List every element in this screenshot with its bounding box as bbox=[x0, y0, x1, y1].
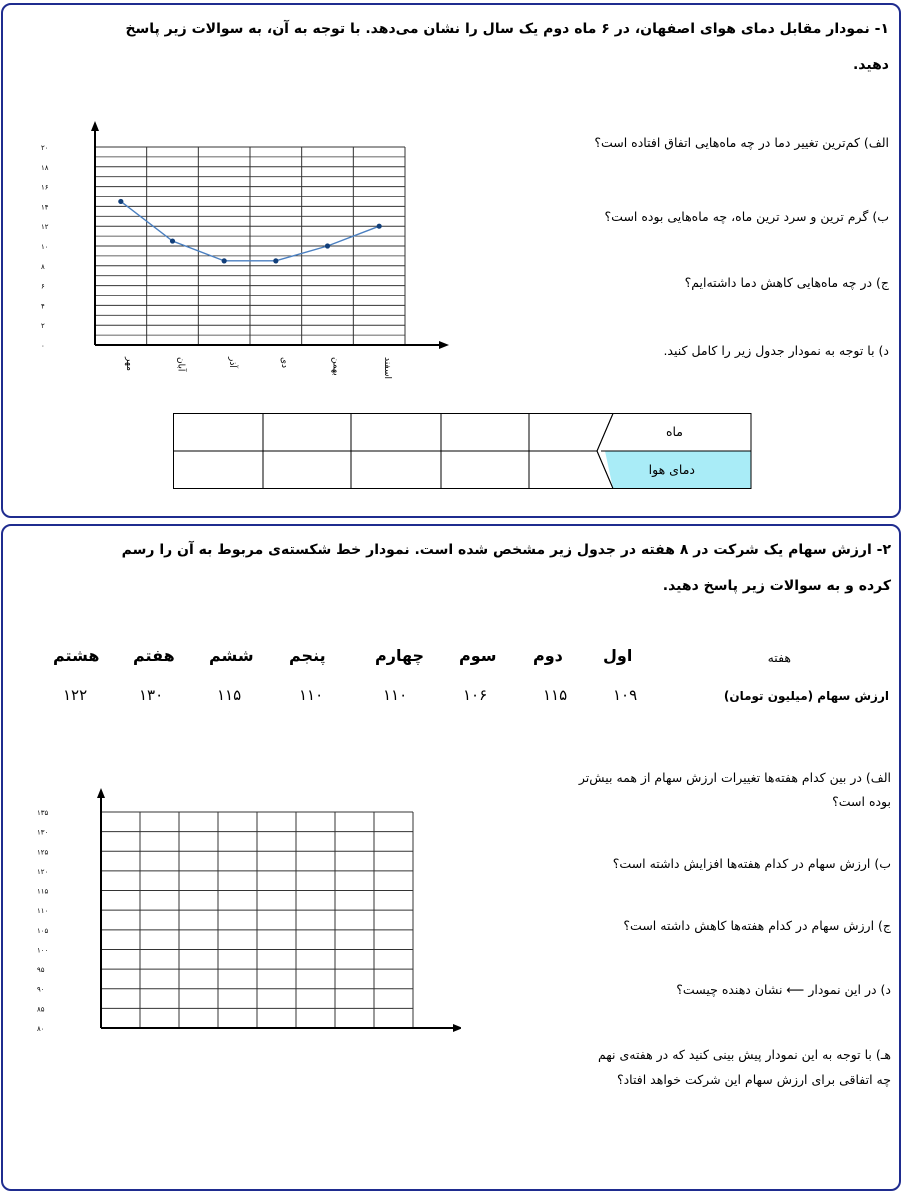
q2-question-a-line1: الف) در بین کدام هفته‌ها تغییرات ارزش سهام از همه بیش‌تر bbox=[578, 770, 891, 785]
y-tick-label: ۱۴ bbox=[41, 203, 49, 212]
q1-question-c: ج) در چه ماه‌هایی کاهش دما داشته‌ایم؟ bbox=[684, 275, 889, 290]
week-label-5: پنجم bbox=[289, 646, 326, 665]
stock-value-8: ۱۲۲ bbox=[63, 686, 88, 704]
temperature-chart bbox=[33, 117, 453, 407]
q1-question-b: ب) گرم ترین و سرد ترین ماه، چه ماه‌هایی بوده است؟ bbox=[604, 209, 889, 224]
temperature-point bbox=[222, 258, 227, 263]
y-tick-label: ۱۳۰ bbox=[37, 828, 49, 837]
temperature-point bbox=[325, 243, 330, 248]
week-label-6: ششم bbox=[209, 646, 254, 665]
x-axis-arrow bbox=[439, 341, 449, 349]
q1-question-a: الف) کم‌ترین تغییر دما در چه ماه‌هایی اتفاق افتاده است؟ bbox=[594, 135, 889, 150]
q2-heading-line2: کرده و به سوالات زیر پاسخ دهید. bbox=[662, 578, 891, 594]
week-label-8: هشتم bbox=[53, 646, 100, 665]
temperature-point bbox=[118, 199, 123, 204]
stock-value-3: ۱۰۶ bbox=[463, 686, 488, 704]
y-tick-label: ۱۰۵ bbox=[37, 926, 49, 935]
stock-table-week-label: هفته bbox=[767, 650, 791, 665]
temperature-point bbox=[273, 258, 278, 263]
chart-grid bbox=[101, 812, 413, 1028]
stock-value-4: ۱۱۰ bbox=[383, 686, 408, 704]
stock-table-value-label: ارزش سهام (میلیون تومان) bbox=[723, 689, 889, 703]
q2-question-c: ج) ارزش سهام در کدام هفته‌ها کاهش داشته است؟ bbox=[623, 918, 891, 933]
x-tick-label: آذر bbox=[227, 357, 238, 368]
q1-question-d: د) با توجه به نمودار جدول زیر را کامل کنید. bbox=[663, 343, 889, 358]
x-tick-labels bbox=[124, 356, 392, 379]
y-tick-label: ۶ bbox=[41, 282, 45, 291]
q2-question-e-line1: هـ) با توجه به این نمودار پیش بینی کنید که در هفته‌ی نهم bbox=[597, 1047, 891, 1062]
stock-value-6: ۱۱۵ bbox=[217, 686, 242, 704]
x-tick-label: آبان bbox=[175, 357, 186, 372]
table-label-month: ماه bbox=[665, 424, 683, 439]
y-tick-label: ۱۰۰ bbox=[37, 946, 49, 955]
y-tick-label: ۲ bbox=[41, 322, 45, 331]
q2-question-a-line2: بوده است؟ bbox=[832, 794, 891, 809]
y-tick-label: ۹۵ bbox=[37, 966, 45, 975]
y-tick-label: ۹۰ bbox=[37, 985, 45, 994]
stock-chart bbox=[31, 788, 461, 1044]
temperature-point bbox=[377, 224, 382, 229]
x-axis-arrow bbox=[453, 1024, 461, 1032]
stock-value-5: ۱۱۰ bbox=[299, 686, 324, 704]
y-tick-label: ۱۸ bbox=[41, 163, 49, 172]
y-tick-labels bbox=[37, 809, 49, 1033]
week-label-7: هفتم bbox=[133, 646, 175, 665]
x-tick-label: اسفند bbox=[382, 357, 393, 380]
y-axis-arrow bbox=[97, 788, 105, 798]
y-tick-label: ۰ bbox=[41, 342, 45, 350]
q2-question-e-line2: چه اتفاقی برای ارزش سهام این شرکت خواهد افتاد؟ bbox=[616, 1072, 891, 1087]
y-axis-arrow bbox=[91, 121, 99, 131]
chart-grid bbox=[95, 147, 405, 345]
y-tick-label: ۲۰ bbox=[41, 144, 49, 152]
q1-fill-table bbox=[173, 413, 753, 489]
q2-heading-line1: ۲- ارزش سهام یک شرکت در ۸ هفته در جدول زیر مشخص شده است. نمودار خط شکسته‌ی مربوط به آن را رسم bbox=[121, 542, 891, 558]
question-2-panel bbox=[1, 524, 901, 1191]
week-label-3: سوم bbox=[459, 646, 497, 665]
y-tick-label: ۱۰ bbox=[41, 243, 49, 251]
q2-question-b: ب) ارزش سهام در کدام هفته‌ها افزایش داشته است؟ bbox=[612, 856, 891, 871]
week-label-2: دوم bbox=[533, 646, 563, 665]
stock-value-1: ۱۰۹ bbox=[613, 686, 638, 704]
y-tick-label: ۸ bbox=[41, 262, 45, 271]
y-tick-label: ۱۲ bbox=[41, 223, 49, 232]
y-tick-label: ۱۳۵ bbox=[37, 809, 49, 817]
x-tick-label: بهمن bbox=[330, 357, 341, 376]
q2-question-d: د) در این نمودار ⟵ نشان دهنده چیست؟ bbox=[676, 982, 891, 997]
y-tick-label: ۱۲۵ bbox=[37, 848, 49, 857]
stock-value-7: ۱۳۰ bbox=[139, 686, 164, 704]
y-tick-label: ۸۰ bbox=[37, 1025, 45, 1033]
y-tick-label: ۱۲۰ bbox=[37, 867, 49, 876]
table-label-temperature: دمای هوا bbox=[648, 462, 695, 477]
y-tick-labels bbox=[41, 144, 49, 350]
q1-heading-line1: ۱- نمودار مقابل دمای هوای اصفهان، در ۶ ماه دوم یک سال را نشان می‌دهد. با توجه به آن، به سوالات زیر پاسخ bbox=[125, 21, 889, 37]
x-tick-label: دی bbox=[278, 357, 289, 369]
chart-axes bbox=[91, 121, 449, 349]
week-label-1: اول bbox=[603, 646, 633, 665]
question-1-panel bbox=[1, 3, 901, 518]
y-tick-label: ۱۱۰ bbox=[37, 907, 49, 916]
x-tick-label: مهر bbox=[123, 357, 134, 371]
q1-heading-line2: دهید. bbox=[852, 57, 889, 73]
y-tick-label: ۴ bbox=[41, 302, 45, 311]
y-tick-label: ۱۶ bbox=[41, 183, 49, 192]
y-tick-label: ۸۵ bbox=[37, 1005, 45, 1014]
y-tick-label: ۱۱۵ bbox=[37, 887, 49, 896]
stock-value-2: ۱۱۵ bbox=[543, 686, 568, 704]
week-label-4: چهارم bbox=[375, 646, 425, 665]
temperature-point bbox=[170, 238, 175, 243]
